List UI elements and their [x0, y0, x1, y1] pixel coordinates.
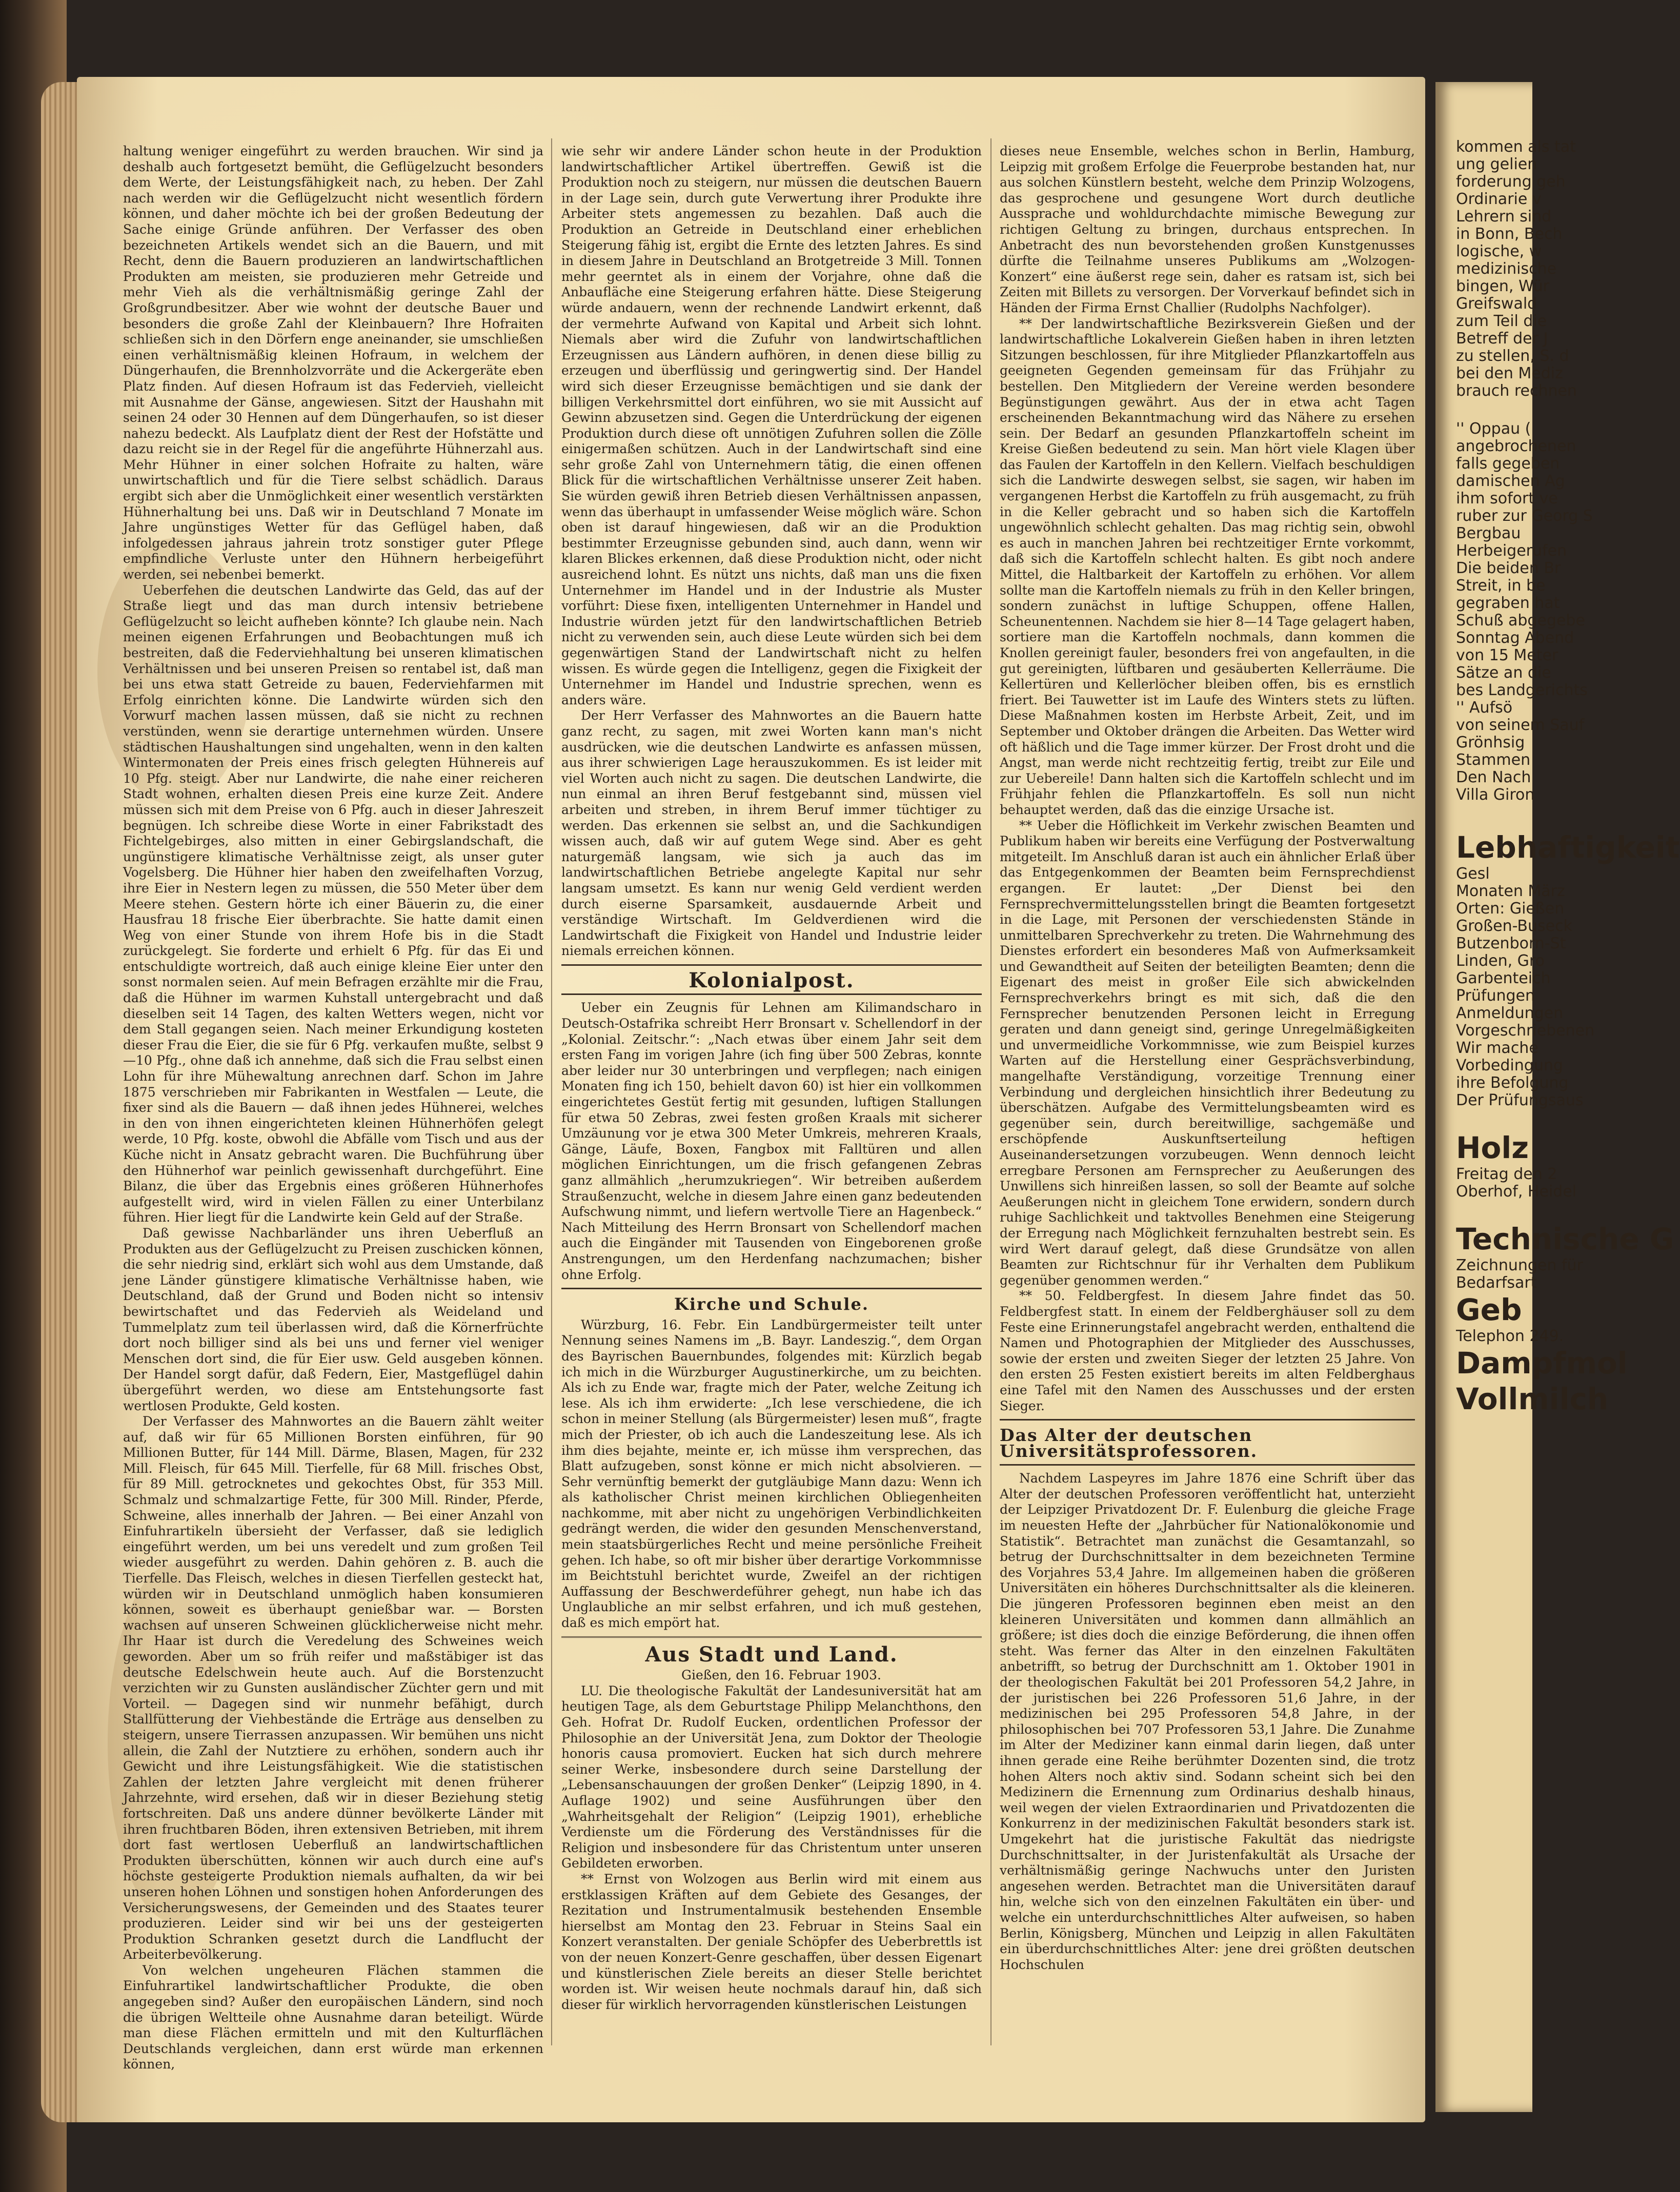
- fragment-line: Anmeldungen: [1456, 1004, 1564, 1022]
- fragment-line: Oberhof, Heidel: [1456, 1183, 1577, 1201]
- fragment-line: ruber zur Georg S: [1456, 507, 1593, 525]
- fragment-line: Zeichnungen für: [1456, 1256, 1583, 1274]
- column-rule: [990, 138, 991, 2045]
- fragment-line: Den Nach: [1456, 768, 1531, 786]
- section-heading-kirche-und-schule: Kirche und Schule.: [674, 1294, 869, 1314]
- fragment-line: Linden, Gro: [1456, 952, 1545, 970]
- article-paragraph: Der Herr Verfasser des Mahnwortes an die Bauern hatte ganz recht, zu sagen, mit zwei Worten kann man's nicht ausdrücken, wie die deutschen Landwirte es anfassen müssen, aus ihrer schwierigen Lage herauszukommen. Es ist leider mit viel Worten auch nicht zu sagen. Die deutschen Landwirte, die nun einmal an ihren Beruf festgebannt sind, müssen viel arbeiten und streben, in ihrem Beruf immer tüchtiger zu werden. Das erkennen sie selbst an, und die Sachkundigen wissen auch, daß wir auf gutem Wege sind. Aber es geht naturgemäß langsam, wie sich ja auch das im landwirtschaftlichen Betriebe angelegte Kapital nur sehr langsam umsetzt. Es kann nur wenig Geld verdient werden durch eiserne Sparsamkeit, ausdauernde Arbeit und verständige Wirtschaft. Im Geldverdienen wird die Landwirtschaft die Fixigkeit von Handel und Industrie leider niemals erreichen können.: [561, 708, 982, 959]
- fragment-line: zu stellen, S. d: [1456, 347, 1569, 365]
- fragment-line: Greifswald: [1456, 295, 1537, 313]
- fragment-line: brauch rechnen: [1456, 382, 1577, 400]
- section-divider: [561, 964, 982, 966]
- fragment-line: Der Prüfungsaus: [1456, 1091, 1584, 1109]
- fragment-heading: Holz: [1456, 1130, 1529, 1165]
- fragment-line: Orten: Gießen: [1456, 900, 1565, 918]
- section-divider: [1000, 1419, 1415, 1420]
- article-paragraph: Ueber ein Zeugnis für Lehnen am Kilimandscharo in Deutsch-Ostafrika schreibt Herr Bronsart v. Schellendorf in der „Kolonial. Zeitschr.“: „Nach etwas über einem Jahr seit dem ersten Fang im vorigen Jahre (ich fing über 500 Zebras, konnte aber leider nur 30 unterbringen und verpflegen; nach einigen Monaten fing ich 150, behielt davon 60) ist hier ein vollkommen eingerichtetes Gestüt fertig mit gesunden, luftigen Stallungen für etwa 50 Zebras, zwei festen großen Kraals mit sicherer Umzäunung vor je etwa 300 Meter Umkreis, mehreren Kraals, Gänge, Läufe, Boxen, Fangbox mit Falltüren und allen möglichen Einrichtungen, um die frisch gefangenen Zebras ganz allmählich „herumzukriegen“. Wir betreiben außerdem Straußenzucht, welche in diesem Jahre einen ganz bedeutenden Aufschwung nimmt, und liefern wertvolle Tiere an Hagenbeck.“ Nach Mitteilung des Herrn Bronsart von Schellendorf machen auch die Eingänder mit Tausenden von Eingeborenen große Anstrengungen, um den Herdenfang nachzumachen; bisher ohne Erfolg.: [561, 1000, 982, 1282]
- article-paragraph: Nachdem Laspeyres im Jahre 1876 eine Schrift über das Alter der deutschen Professoren veröffentlicht hat, unterzieht der Leipziger Privatdozent Dr. F. Eulenburg die gleiche Frage im neuesten Hefte der „Jahrbücher für Nationalökonomie und Statistik“. Betrachtet man zunächst die Gesamtanzahl, so betrug der Durchschnittsalter in dem bezeichneten Termine des Vorjahres 53,4 Jahre. Im allgemeinen haben die größeren Universitäten ein höheres Durchschnittsalter als die kleineren. Die jüngeren Professoren beginnen eben meist an den kleineren Universitäten und kommen dann allmählich an größere; ist dies doch die einzige Beförderung, die ihnen offen steht. Was ferner das Alter in den einzelnen Fakultäten anbetrifft, so betrug der Durchschnitt am 1. Oktober 1901 in der theologischen Fakultät bei 201 Professoren 54,2 Jahre, in der juristischen bei 226 Professoren 51,6 Jahre, in der medizinischen bei 295 Professoren 54,8 Jahre, in der philosophischen bei 707 Professoren 53,1 Jahre. Die Zunahme im Alter der Mediziner kann einmal darin liegen, daß unter ihnen gerade eine Reihe berühmter Dozenten sind, die trotz hohen Alters noch aktiv sind. Sodann scheint sich bei den Medizinern die Ernennung zum Ordinarius deshalb hinaus, weil wegen der vielen Extraordinarien und Privatdozenten die Konkurrenz in der medizinischen Fakultät besonders stark ist. Umgekehrt hat die juristische Fakultät das niedrigste Durchschnittsalter, in der Juristenfakultät als Ursache der verhältnismäßig geringe Nachwuchs unter den Juristen angesehen werden. Betrachtet man die Universitäten darauf hin, welche sich von den einzelnen Fakultäten ein über- und welche ein unterdurchschnittliches Alter aufweisen, so haben Berlin, Königsberg, München und Leipzig in allen Fakultäten ein überdurchschnittliches Alter: jene drei größten deutschen Hochschulen: [1000, 1471, 1415, 1972]
- fragment-line: kommen als tat: [1456, 138, 1576, 156]
- fragment-line: Monaten März: [1456, 882, 1565, 900]
- fragment-line: medizinische: [1456, 260, 1557, 278]
- fragment-line: Lehrern sind: [1456, 208, 1552, 226]
- fragment-line: Garbenteich: [1456, 969, 1551, 987]
- article-paragraph: dieses neue Ensemble, welches schon in Berlin, Hamburg, Leipzig mit großem Erfolge die Feuerprobe bestanden hat, nur aus solchen Künstlern besteht, welche dem Prinzip Wolzogens, das gesprochene und gesungene Wort durch deutliche Aussprache und wohldurchdachte mimische Bewegung zur richtigen Geltung zu bringen, durchaus entsprechen. In Anbetracht des nun bevorstehenden großen Kunstgenusses dürfte die Teilnahme unseres Publikums am „Wolzogen-Konzert“ eine äußerst rege sein, daher es ratsam ist, sich bei Zeiten mit Billets zu versorgen. Der Vorverkauf befindet sich in Händen der Firma Ernst Challier (Rudolphs Nachfolger).: [1000, 144, 1415, 315]
- article-paragraph: Würzburg, 16. Febr. Ein Landbürgermeister teilt unter Nennung seines Namens im „B. Bayr. Landeszig.“, dem Organ des Bayrischen Bauernbundes, folgendes mit: Kürzlich begab ich mich in die Würzburger Augustinerkirche, um zu beichten. Als ich zu Ende war, fragte mich der Pater, welche Zeitung ich lese. Als ich ihm erwiderte: „Ich lese verschiedene, die ich schon in meiner Stellung (als Bürgermeister) lesen muß“, fragte mich der Priester, ob ich auch die Landeszeitung lese. Als ich ihm dies bejahte, meinte er, ich müsse ihm versprechen, das Blatt aufzugeben, sonst könne er mich nicht absolvieren. — Sehr vernünftig bemerkt der gutgläubige Mann dazu: Wenn ich als katholischer Christ meinen kirchlichen Obliegenheiten nachkomme, mit aber nicht zu ungehörigen Verbindlichkeiten gedrängt werden, die wider den gesunden Menschenverstand, mein staatsbürgerliches Recht und meine persönliche Freiheit gehen. Ich habe, so oft mir bisher über derartige Vorkommnisse im Beichtstuhl berichtet wurde, Zweifel an der richtigen Auffassung der Beschwerdeführer gehegt, nun habe ich das Unglaubliche an mir selbst erfahren, und ich muß gestehen, daß es mich empört hat.: [561, 1317, 982, 1631]
- section-divider: [1000, 1464, 1415, 1466]
- fragment-line: ung gelien: [1456, 155, 1537, 173]
- article-paragraph: ** Ueber die Höflichkeit im Verkehr zwischen Beamten und Publikum haben wir bereits eine Verfügung der Postverwaltung mitgeteilt. Im Anschluß daran ist auch ein ähnlicher Erlaß über das Entgegenkommen der Beamten beim Fernsprechdienst ergangen. Er lautet: „Der Dienst bei den Fernsprechvermittelungsstellen bringt die Beamten fortgesetzt in die Lage, mit Personen der verschiedensten Stände in unmittelbaren Sprechverkehr zu treten. Die Wahrnehmung des Dienstes erfordert ein besonderes Maß von Aufmerksamkeit und Gewandtheit auf Seiten der beteiligten Beamten; denn die Eigenart des meist in großer Eile sich abwickelnden Fernsprechverkehrs bringt es mit sich, daß die den Fernsprecher benutzenden Personen leicht in Erregung geraten und dann geneigt sind, geringe Unregelmäßigkeiten und unvermeidliche Vorkommnisse, wie zum Beispiel kurzes Warten auf die Herstellung einer Gesprächsverbindung, mangelhafte Verständigung, vorzeitige Trennung einer Verbindung und dergleichen hinsichtlich ihrer Bedeutung zu überschätzen. Aufgabe des Vermittelungsbeamten wird es gegenüber sein, durch bereitwillige, sachgemäße und erschöpfende Auskunftserteilung heftigen Auseinandersetzungen vorzubeugen. Wenn dennoch leicht erregbare Personen am Fernsprecher zu Aeußerungen des Unwillens sich hinreißen lassen, so soll der Beamte auf solche Aeußerungen nicht in gleichem Tone erwidern, sondern durch ruhige Sachlichkeit und taktvolles Benehmen eine Steigerung der Erregung nach Möglichkeit fernzuhalten bestrebt sein. Es wird Wert darauf gelegt, daß diese Grundsätze von allen Beamten zur Richtschnur für ihr Verhalten dem Publikum gegenüber genommen werden.“: [1000, 818, 1415, 1288]
- section-heading-aus-stadt-und-land: Aus Stadt und Land.: [645, 1642, 898, 1667]
- column-rule: [551, 138, 552, 2045]
- fragment-line: logische, w: [1456, 242, 1542, 260]
- fragment-line: angebrochenen: [1456, 437, 1576, 455]
- section-heading-professoren: Das Alter der deutschen Universitätsprofessoren.: [1000, 1425, 1258, 1461]
- fragment-line: ihm sofort ve: [1456, 490, 1558, 508]
- article-paragraph: Daß gewisse Nachbarländer uns ihren Ueberfluß an Produkten aus der Geflügelzucht zu Preisen zuschicken können, die sehr niedrig sind, erklärt sich wohl aus dem Umstande, daß jene Länder günstigere klimatische Verhältnisse haben, wie Deutschland, daß der Grund und Boden nicht so intensiv bewirtschaftet und das Federvieh als Weideland und Tummelplatz zum teil überlassen wird, daß die Körnerfrüchte dort noch billiger sind als bei uns und ferner viel weniger Menschen dort sind, die für Eier usw. Geld ausgeben können. Der Handel sorgt dafür, daß Federn, Eier, Mastgeflügel dahin übergeführt werden, wo diese am Entstehungsorte fast wertlosen Produkte, Geld kosten.: [123, 1225, 543, 1413]
- article-paragraph: Der Verfasser des Mahnwortes an die Bauern zählt weiter auf, daß wir für 65 Millionen Borsten einführen, für 90 Millionen Butter, für 144 Mill. Därme, Blasen, Magen, für 232 Mill. Fleisch, für 645 Mill. Tierfelle, für 68 Mill. frisches Obst, für 89 Mill. getrocknetes und gekochtes Obst, für 353 Mill. Schmalz und schmalzartige Fette, für 300 Mill. Rinder, Pferde, Schweine, alles innerhalb der Jahren. — Bei einer Anzahl von Einfuhrartikeln übersieht der Verfasser, daß sie lediglich eingeführt werden, um bei uns veredelt und zum großen Teil wieder ausgeführt zu werden. Dahin gehören z. B. auch die Tierfelle. Das Fleisch, welches in diesen Tierfellen gesteckt hat, würden wir in Deutschland unmöglich haben konsumieren können, soweit es überhaupt genießbar war. — Borsten wachsen auf unseren Schweinen glücklicherweise nicht mehr. Ihr Haar ist durch die Veredelung des Schweines weich geworden. Aber um so früh reifer und maßstäbiger ist das deutsche Edelschwein heute auch. Auf die Borstenzucht verzichten wir zu Gunsten ausländischer Züchter gern und mit Vorteil. — Dagegen sind wir nunmehr befähigt, durch Stallfütterung der Viehbestände die Erträge aus denselben zu steigern, unsere Tierrassen anzupassen. Wir bemühen uns nicht allein, die Zahl der Nutztiere zu erhöhen, sondern auch ihr Gewicht und ihre Leistungsfähigkeit. Wie die statistischen Zahlen der letzten Jahre vergleicht mit denen früherer Jahrzehnte, wird ersehen, daß wir in dieser Beziehung stetig fortschreiten. Daß uns andere dünner bevölkerte Länder mit ihren fruchtbaren Böden, ihren extensiven Betrieben, mit ihrem dort fast wertlosen Ueberfluß an landwirtschaftlichen Produkten überschütten, können wir auch durch eine auf's höchste gesteigerte Produktion niemals aufhalten, da wir bei unseren hohen Löhnen und sonstigen hohen Anforderungen des Versicherungswesens, der Gemeinden und des Staates teurer produzieren. Leider sind wir bei uns der gesteigerten Produktion Schranken gesetzt durch die Landflucht der Arbeiterbevölkerung.: [123, 1414, 543, 1962]
- section-divider: [561, 1288, 982, 1289]
- fragment-line: Prüfungen: [1456, 987, 1535, 1005]
- dateline: Gießen, den 16. Februar 1903.: [681, 1668, 881, 1683]
- fragment-line: Vorgeschriebenen: [1456, 1022, 1595, 1040]
- article-paragraph: ** Ernst von Wolzogen aus Berlin wird mit einem aus erstklassigen Kräften auf dem Gebiete des Gesanges, der Rezitation und Instrumentalmusik bestehenden Ensemble hierselbst am Montag den 23. Februar in Steins Saal ein Konzert veranstalten. Der geniale Schöpfer des Ueberbrettls ist von der neuen Konzert-Genre geschaffen, über dessen Eigenart und künstlerischen Ziele bereits an dieser Stelle berichtet worden ist. Wir weisen heute nochmals darauf hin, daß sich dieser für wirklich hervorragenden künstlerischen Leistungen: [561, 1871, 982, 2012]
- article-paragraph: ** Der landwirtschaftliche Bezirksverein Gießen und der landwirtschaftliche Lokalverein Gießen haben in ihren letzten Sitzungen beschlossen, für ihre Mitglieder Pflanzkartoffeln aus geeigneten Gegenden gemeinsam für das Frühjahr zu bestellen. Den Mitgliedern der Vereine werden besondere Begünstigungen gewährt. Aus der in etwa acht Tagen erscheinenden Bekanntmachung wird das Nähere zu ersehen sein. Der Bedarf an gesunden Pflanzkartoffeln scheint im Kreise Gießen bedeutend zu sein. Man hört viele Klagen über das Faulen der Kartoffeln in den Kellern. Vielfach beschuldigen sich die Landwirte deswegen selbst, sie sagen, wir haben im vergangenen Herbst die Kartoffeln zu früh ausgemacht, zu früh in die Keller gebracht und so haben sich die Kartoffeln ungewöhnlich schlecht gehalten. Das mag richtig sein, obwohl es auch in manchen Jahren bei rechtzeitiger Ernte vorkommt, daß sich die Kartoffeln schlecht halten. Es gibt noch andere Mittel, die Haltbarkeit der Kartoffeln zu erhöhen. Vor allem sollte man die Kartoffeln niemals zu früh in den Keller bringen, sondern zunächst in luftige Schuppen, offene Hallen, Scheunentennen. Nachdem sie hier 8—14 Tage gelagert haben, sortiere man die Kartoffeln nochmals, dann kommen die Knollen gereinigt fauler, besonders frei von angefaulten, in die gut gereinigten, lüftbaren und gesäuberten Kellerräume. Die Kellertüren und Kellerlöcher bleiben offen, bis es ernstlich friert. Bei Tauwetter ist im Laufe des Winters stets zu lüften. Diese Maßnahmen kosten im Herbste Arbeit, Zeit, und im September und Oktober drängen die Arbeiten. Das Wetter wird oft häßlich und die Tage immer kürzer. Der Frost droht und die Angst, man werde nicht rechtzeitig fertig, treibt zur Eile und zur Uebereile! Dann halten sich die Kartoffeln schlecht und im Frühjahr fehlen die Pflanzkartoffeln. Es soll nun nicht behauptet werden, daß das die einzige Ursache ist.: [1000, 316, 1415, 817]
- fragment-line: Butzenborn-St: [1456, 935, 1566, 952]
- newspaper-page: [77, 77, 1425, 2122]
- fragment-line: von seinem Sauf: [1456, 716, 1585, 734]
- fragment-line: bei den Mediz: [1456, 364, 1563, 382]
- fragment-line: Wir mache: [1456, 1039, 1539, 1057]
- fragment-line: Die beiden Br: [1456, 559, 1561, 577]
- fragment-line: Villa Giron: [1456, 786, 1535, 804]
- fragment-heading: Geb: [1456, 1292, 1522, 1327]
- fragment-line: falls gegeben: [1456, 455, 1560, 473]
- fragment-line: Streit, in be: [1456, 577, 1546, 595]
- article-paragraph: ** 50. Feldbergfest. In diesem Jahre findet das 50. Feldbergfest statt. In einem der Feldberghäuser soll zu dem Feste eine Erinnerungstafel angebracht werden, enthaltend die Namen und Photographien der Mitglieder des Ausschusses, sowie der ersten und zweiten Sieger der letzten 25 Jahre. Von den ersten 25 Festen existiert bereits im alten Feldberghaus eine Tafel mit den Namen des Ausschusses und der ersten Sieger.: [1000, 1288, 1415, 1413]
- fragment-line: '' Oppau (: [1456, 420, 1531, 438]
- column-3: [1000, 144, 1415, 1973]
- fragment-line: Bergbau: [1456, 524, 1521, 542]
- article-paragraph: Ueberfehen die deutschen Landwirte das Geld, das auf der Straße liegt und das man durch intensiv betriebene Geflügelzucht so leicht aufheben könnte? Ich glaube nein. Nach meinen eigenen Erfahrungen und Beobachtungen muß ich bestreiten, daß die Federviehhaltung bei unseren klimatischen Verhältnissen und bei unseren Preisen so rentabel ist, daß man bei uns etwa statt Getreide zu bauen, Federviehfarmen mit Erfolg einrichten könne. Die Landwirte würden sich den Vorwurf machen lassen müssen, daß sie nicht zu rechnen verstünden, wenn sie derartige unternehmen würden. Unsere städtischen Haushaltungen sind ungehalten, wenn in den kalten Wintermonaten der Preis eines frisch gelegten Hühnereis auf 10 Pfg. steigt. Aber nur Landwirte, die nahe einer reicheren Stadt wohnen, erhalten diesen Preis eine kurze Zeit. Andere müssen sich mit dem Preise von 6 Pfg. auch in dieser Jahreszeit begnügen. Ich schreibe diese Worte in einer Fabrikstadt des Fichtelgebirges, also mitten in einer Gebirgslandschaft, die ungünstigere klimatische Verhältnisse zeigt, als unser guter Vogelsberg. Die Hühner hier haben den zweifelhaften Vorzug, ihre Eier in Nestern legen zu müssen, die 550 Meter über dem Meere stehen. Gestern hörte ich einer Bäuerin zu, die einer Hausfrau 18 frische Eier überbrachte. Sie hatte damit einen Weg von einer Stunde von ihrem Hofe bis in die Stadt zurückgelegt. Sie forderte und erhielt 6 Pfg. für das Ei und entschuldigte wortreich, daß auch einige kleine Eier unter den sonst normalen seien. Auf mein Befragen erzählte mir die Frau, daß die Hühner im warmen Kuhstall untergebracht und daß dieselben seit 14 Tagen, des kalten Wetters wegen, nicht vor dem Stall gegangen seien. Nach meiner Erkundigung kosteten dieser Frau die Eier, die sie für 6 Pfg. verkaufen mußte, selbst 9—10 Pfg., ohne daß ich annehme, daß sich die Frau selbst einen Lohn für ihre Mühewaltung anrechnen darf. Schon im Jahre 1875 verschrieben mir Fabrikanten in Westfalen — Leute, die fixer sind als die Bauern — daß ihnen jedes Hühnerei, welches in den von ihnen eingerichteten kleinen Hühnerhöfen gelegt werde, 10 Pfg. koste, obwohl die Abfälle vom Tisch und aus der Küche nicht in Ansatz gebracht waren. Die Buchführung über den Hühnerhof war peinlich gewissenhaft durchgeführt. Eine Bilanz, die über das Ergebnis eines größeren Hühnerhofes aufgestellt wird, wird in vielen Fällen zu einer Unterbilanz führen. Hier liegt für die Landwirte kein Geld auf der Straße.: [123, 582, 543, 1225]
- fragment-heading: Technische G: [1456, 1222, 1674, 1256]
- fragment-line: '' Aufsö: [1456, 699, 1513, 717]
- fragment-line: ihre Befolgung: [1456, 1074, 1569, 1092]
- article-paragraph: Von welchen ungeheuren Flächen stammen die Einfuhrartikel landwirtschaftlicher Produkte, die oben angegeben sind? Außer den europäischen Ländern, sind noch die übrigen Weltteile ohne Ausnahme daran beteiligt. Würde man diese Flächen ermitteln und mit den Kulturflächen Deutschlands vergleichen, dann erst würde man erkennen können,: [123, 1962, 543, 2072]
- fragment-line: Sonntag Abend: [1456, 629, 1574, 647]
- fragment-line: Großen-Buseck: [1456, 917, 1572, 935]
- section-heading-kolonialpost: Kolonialpost.: [689, 968, 855, 992]
- column-1: [123, 144, 543, 2073]
- fragment-line: Vorbedingung: [1456, 1057, 1563, 1074]
- fragment-heading: Dampfmol: [1456, 1346, 1628, 1381]
- fragment-line: gegraben hat: [1456, 594, 1560, 612]
- section-divider: [561, 993, 982, 995]
- fragment-line: forderung geh: [1456, 173, 1566, 191]
- article-paragraph: LU. Die theologische Fakultät der Landesuniversität hat am heutigen Tage, als dem Geburtstage Philipp Melanchthons, den Geh. Hofrat Dr. Rudolf Eucken, ordentlichen Professor der Philosophie an der Universität Jena, zum Doktor der Theologie honoris causa promoviert. Eucken hat sich durch mehrere seiner Werke, insbesondere durch seine Darstellung der „Lebensanschauungen der großen Denker“ (Leipzig 1890, in 4. Auflage 1902) und seine Ausführungen über den „Wahrheitsgehalt der Religion“ (Leipzig 1901), erhebliche Verdienste um die Förderung des Verständnisses für die Religion und insbesondere für das Christentum unter unseren Gebildeten erworben.: [561, 1683, 982, 1871]
- adjacent-page-fragment: [1435, 82, 1680, 2112]
- fragment-line: bingen, Wür: [1456, 277, 1549, 295]
- fragment-line: Ordinarie v: [1456, 190, 1542, 208]
- fragment-line: Sätze an die: [1456, 664, 1551, 682]
- fragment-line: von 15 Meter: [1456, 646, 1558, 664]
- fragment-line: Gesl: [1456, 865, 1490, 883]
- column-2: [561, 144, 982, 2013]
- fragment-line: Stammen: [1456, 751, 1531, 769]
- fragment-line: Grönhsig: [1456, 734, 1525, 752]
- fragment-heading: Lebhaftigkeit: [1456, 830, 1680, 865]
- section-divider: [561, 1636, 982, 1640]
- fragment-line: zum Teil die: [1456, 312, 1547, 330]
- article-paragraph: haltung weniger eingeführt zu werden brauchen. Wir sind ja deshalb auch fortgesetzt bemüht, die Geflügelzucht besonders dem Werte, der Leistungsfähigkeit nach, zu heben. Der Zahl nach werden wir die Geflügelzucht nicht wesentlich fördern können, und daher möchte ich bei der großen Bedeutung der Sache einige Gründe anführen. Der Verfasser des oben bezeichneten Artikels wendet sich an die Bauern, und mit Recht, denn die Bauern produzieren an landwirtschaftlichen Produkten am meisten, sie produzieren mehr Getreide und mehr Vieh als die verhältnismäßig geringe Zahl der Großgrundbesitzer. Aber wie wohnt der deutsche Bauer und besonders die große Zahl der Kleinbauern? Ihre Hofraiten schließen sich in den Dörfern enge aneinander, sie umschließen einen verhältnismäßig kleinen Hofraum, in welchem der Düngerhaufen, die Brennholzvorräte und die Ackergeräte eben Platz finden. Auf diesen Hofraum ist das Federvieh, vielleicht mit Ausnahme der Gänse, angewiesen. Sitzt der Haushahn mit seinen 24 oder 30 Hennen auf dem Düngerhaufen, so ist dieser nahezu bedeckt. Als Laufplatz dient der Rest der Hofstätte und dazu reicht sie in der Regel für die angeführte Hühnerzahl aus. Mehr Hühner in einer solchen Hofraite zu halten, wäre unwirtschaftlich und für die Tiere selbst schädlich. Daraus ergibt sich aber die Unmöglichkeit einer wesentlich verstärkten Hühnerhaltung bei uns. Daß wir in Deutschland 7 Monate im Jahre ungünstiges Wetter für das Geflügel haben, daß infolgedessen jahraus jahrein trotz sonstiger guter Pflege empfindliche Verluste unter den Hühnern herbeigeführt werden, sei nebenbei bemerkt.: [123, 144, 543, 582]
- fragment-line: damischen Ag: [1456, 472, 1565, 490]
- fragment-line: Freitag den 2: [1456, 1165, 1557, 1183]
- fragment-heading: Vollmilch: [1456, 1382, 1609, 1416]
- article-paragraph: wie sehr wir andere Länder schon heute in der Produktion landwirtschaftlicher Artikel übertreffen. Gewiß ist die Produktion noch zu steigern, nur müssen die deutschen Bauern in der Lage sein, durch gute Verwertung ihrer Produkte ihre Arbeiter stets angemessen zu bezahlen. Daß auch die Produktion an Getreide in Deutschland einer erheblichen Steigerung fähig ist, ergibt die Ernte des letzten Jahres. Es sind in diesem Jahre in Deutschland an Brotgetreide 3 Mill. Tonnen mehr geerntet als in einem der Vorjahre, ohne daß die Anbaufläche eine Steigerung erfahren hätte. Diese Steigerung würde andauern, wenn der rechnende Landwirt erkennt, daß der vermehrte Aufwand von Kapital und Arbeit sich lohnt. Niemals aber wird die Zufuhr von landwirtschaftlichen Erzeugnissen aus Ländern aufhören, in denen diese billig zu erzeugen und überflüssig und geringwertig sind. Der Handel wird sich dieser Erzeugnisse bemächtigen und sie dank der billigen Verkehrsmittel dort einführen, wo sie mit Aussicht auf Gewinn abzusetzen sind. Gegen die Unterdrückung der eigenen Produktion durch diese oft unnötigen Zufuhren sollen die Zölle einigermaßen schützen. Auch in der Landwirtschaft sind eine sehr große Zahl von Unternehmern tätig, die einen offenen Blick für die wirtschaftlichen Verhältnisse unserer Zeit haben. Sie würden gewiß ihren Betrieb diesen Verhältnissen anpassen, wenn das überhaupt in umfassender Weise möglich wäre. Schon oben ist darauf hingewiesen, daß wir an die Produktion bestimmter Erzeugnisse gebunden sind, auch dann, wenn wir klaren Blickes erkennen, daß diese Produktion nicht, oder nicht ausreichend lohnt. Es nützt uns nichts, daß man uns die fixen Unternehmer im Handel und in der Industrie als Muster vorführt: Diese fixen, intelligenten Unternehmer in Handel und Industrie würden jetzt für den landwirtschaftlichen Betrieb nicht zu verwenden sein, auch diese Leute würden sich bei dem gegenwärtigen Stand der Landwirtschaft nicht zu helfen wissen. Es würde gegen die Intelligenz, gegen die Fixigkeit der Unternehmer im Handel und Industrie sprechen, wenn es anders wäre.: [561, 144, 982, 707]
- fragment-line: Betreff der J: [1456, 330, 1548, 348]
- fragment-line: Herbeigerufen: [1456, 542, 1567, 560]
- fragment-line: Bedarfsart: [1456, 1274, 1537, 1292]
- fragment-line: in Bonn, Bech: [1456, 225, 1563, 243]
- fragment-line: Schuß abgegebe: [1456, 612, 1585, 630]
- fragment-line: bes Landgerichts: [1456, 681, 1588, 699]
- fragment-line: Telephon 249.: [1456, 1327, 1564, 1345]
